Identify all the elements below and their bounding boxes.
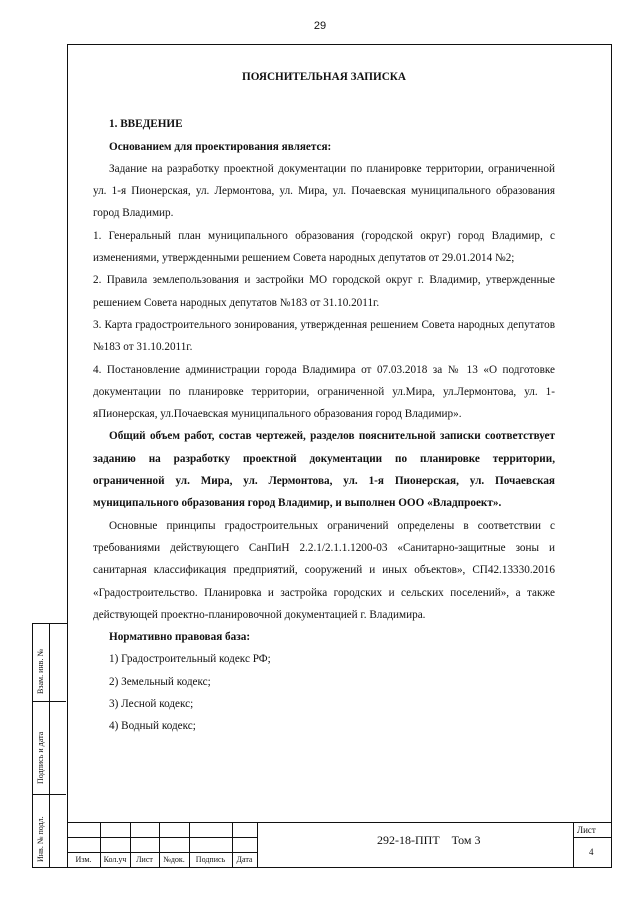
- sheet-number: 4: [589, 847, 594, 857]
- paragraph-scope: Общий объем работ, состав чертежей, разделов пояснительной записки соответствует заданию на разработку проектной документации по планировке территории, ограниченной ул. Мира, ул. Лермонтова, ул. 1-я Пионерская, ул. Почаевская муниципального образования город Владимир, и выполнен ООО «Владпроект».: [93, 430, 555, 510]
- stamp-col-data: Дата: [236, 855, 253, 864]
- document-code: 292-18-ППТ Том 3: [377, 833, 481, 847]
- binding-strip: [32, 623, 67, 868]
- stamp-col-ndok: №док.: [163, 855, 185, 864]
- paragraph-item-1: 1. Генеральный план муниципального образования (городской округ) город Владимир, с изменениями, утвержденными решением Совета народных депутатов от 29.01.2014 №2;: [93, 229, 555, 265]
- document-body: [93, 64, 555, 738]
- binding-label-vzam: Взам. инв. №: [36, 648, 45, 694]
- binding-label-podpis: Подпись и дата: [36, 731, 45, 784]
- normative-item: 3) Лесной кодекс;: [109, 698, 194, 711]
- binding-label-inv: Инв. № подл.: [36, 816, 45, 862]
- normative-label: Нормативно правовая база:: [109, 631, 251, 644]
- paragraph-item-4: 4. Постановление администрации города Владимира от 07.03.2018 за № 13 «О подготовке документации по планировке территории, ограниченной ул.Мира, ул.Лермонтова, ул. 1-яПионерская, ул.Почаевская муниципального образования город Владимир».: [93, 363, 555, 421]
- title-block: [67, 822, 612, 868]
- document-title: ПОЯСНИТЕЛЬНАЯ ЗАПИСКА: [242, 71, 406, 83]
- paragraph-item-2: 2. Правила землепользования и застройки МО городской округ г. Владимир, утвержденные решением Совета народных депутатов №183 от 31.10.2011г.: [93, 274, 555, 309]
- stamp-col-kolich: Кол.уч: [103, 855, 127, 864]
- normative-item: 2) Земельный кодекс;: [109, 675, 211, 688]
- paragraph-principles: Основные принципы градостроительных ограничений определены в соответствии с требованиями действующего СанПиН 2.2.1/2.1.1.1200-03 «Санитарно-защитные зоны и санитарная классификация предприятий, сооружений и иных объектов», СП42.13330.2016 «Градостроительство. Планировка и застройка городских и сельских поселений», а также действующей проектно-планировочной документацией г. Владимира.: [93, 519, 555, 621]
- normative-item: 1) Градостроительный кодекс РФ;: [109, 653, 271, 666]
- section-heading: 1. ВВЕДЕНИЕ: [109, 118, 183, 131]
- normative-item: 4) Водный кодекс;: [109, 720, 196, 733]
- page-number: 29: [313, 20, 327, 32]
- stamp-col-izm: Изм.: [75, 855, 92, 864]
- paragraph-task: Задание на разработку проектной документации по планировке территории, ограниченной ул. 1-я Пионерская, ул. Лермонтова, ул. Мира, ул. Почаевская муниципального образования город Владимир.: [93, 162, 555, 220]
- stamp-col-podpis: Подпись: [195, 855, 226, 864]
- paragraph-item-3: 3. Карта градостроительного зонирования, утвержденная решением Совета народных депутатов №183 от 31.10.2011г.: [93, 318, 555, 354]
- stamp-col-list: Лист: [136, 855, 153, 864]
- basis-label: Основанием для проектирования является:: [109, 140, 332, 153]
- sheet-label: Лист: [577, 825, 596, 835]
